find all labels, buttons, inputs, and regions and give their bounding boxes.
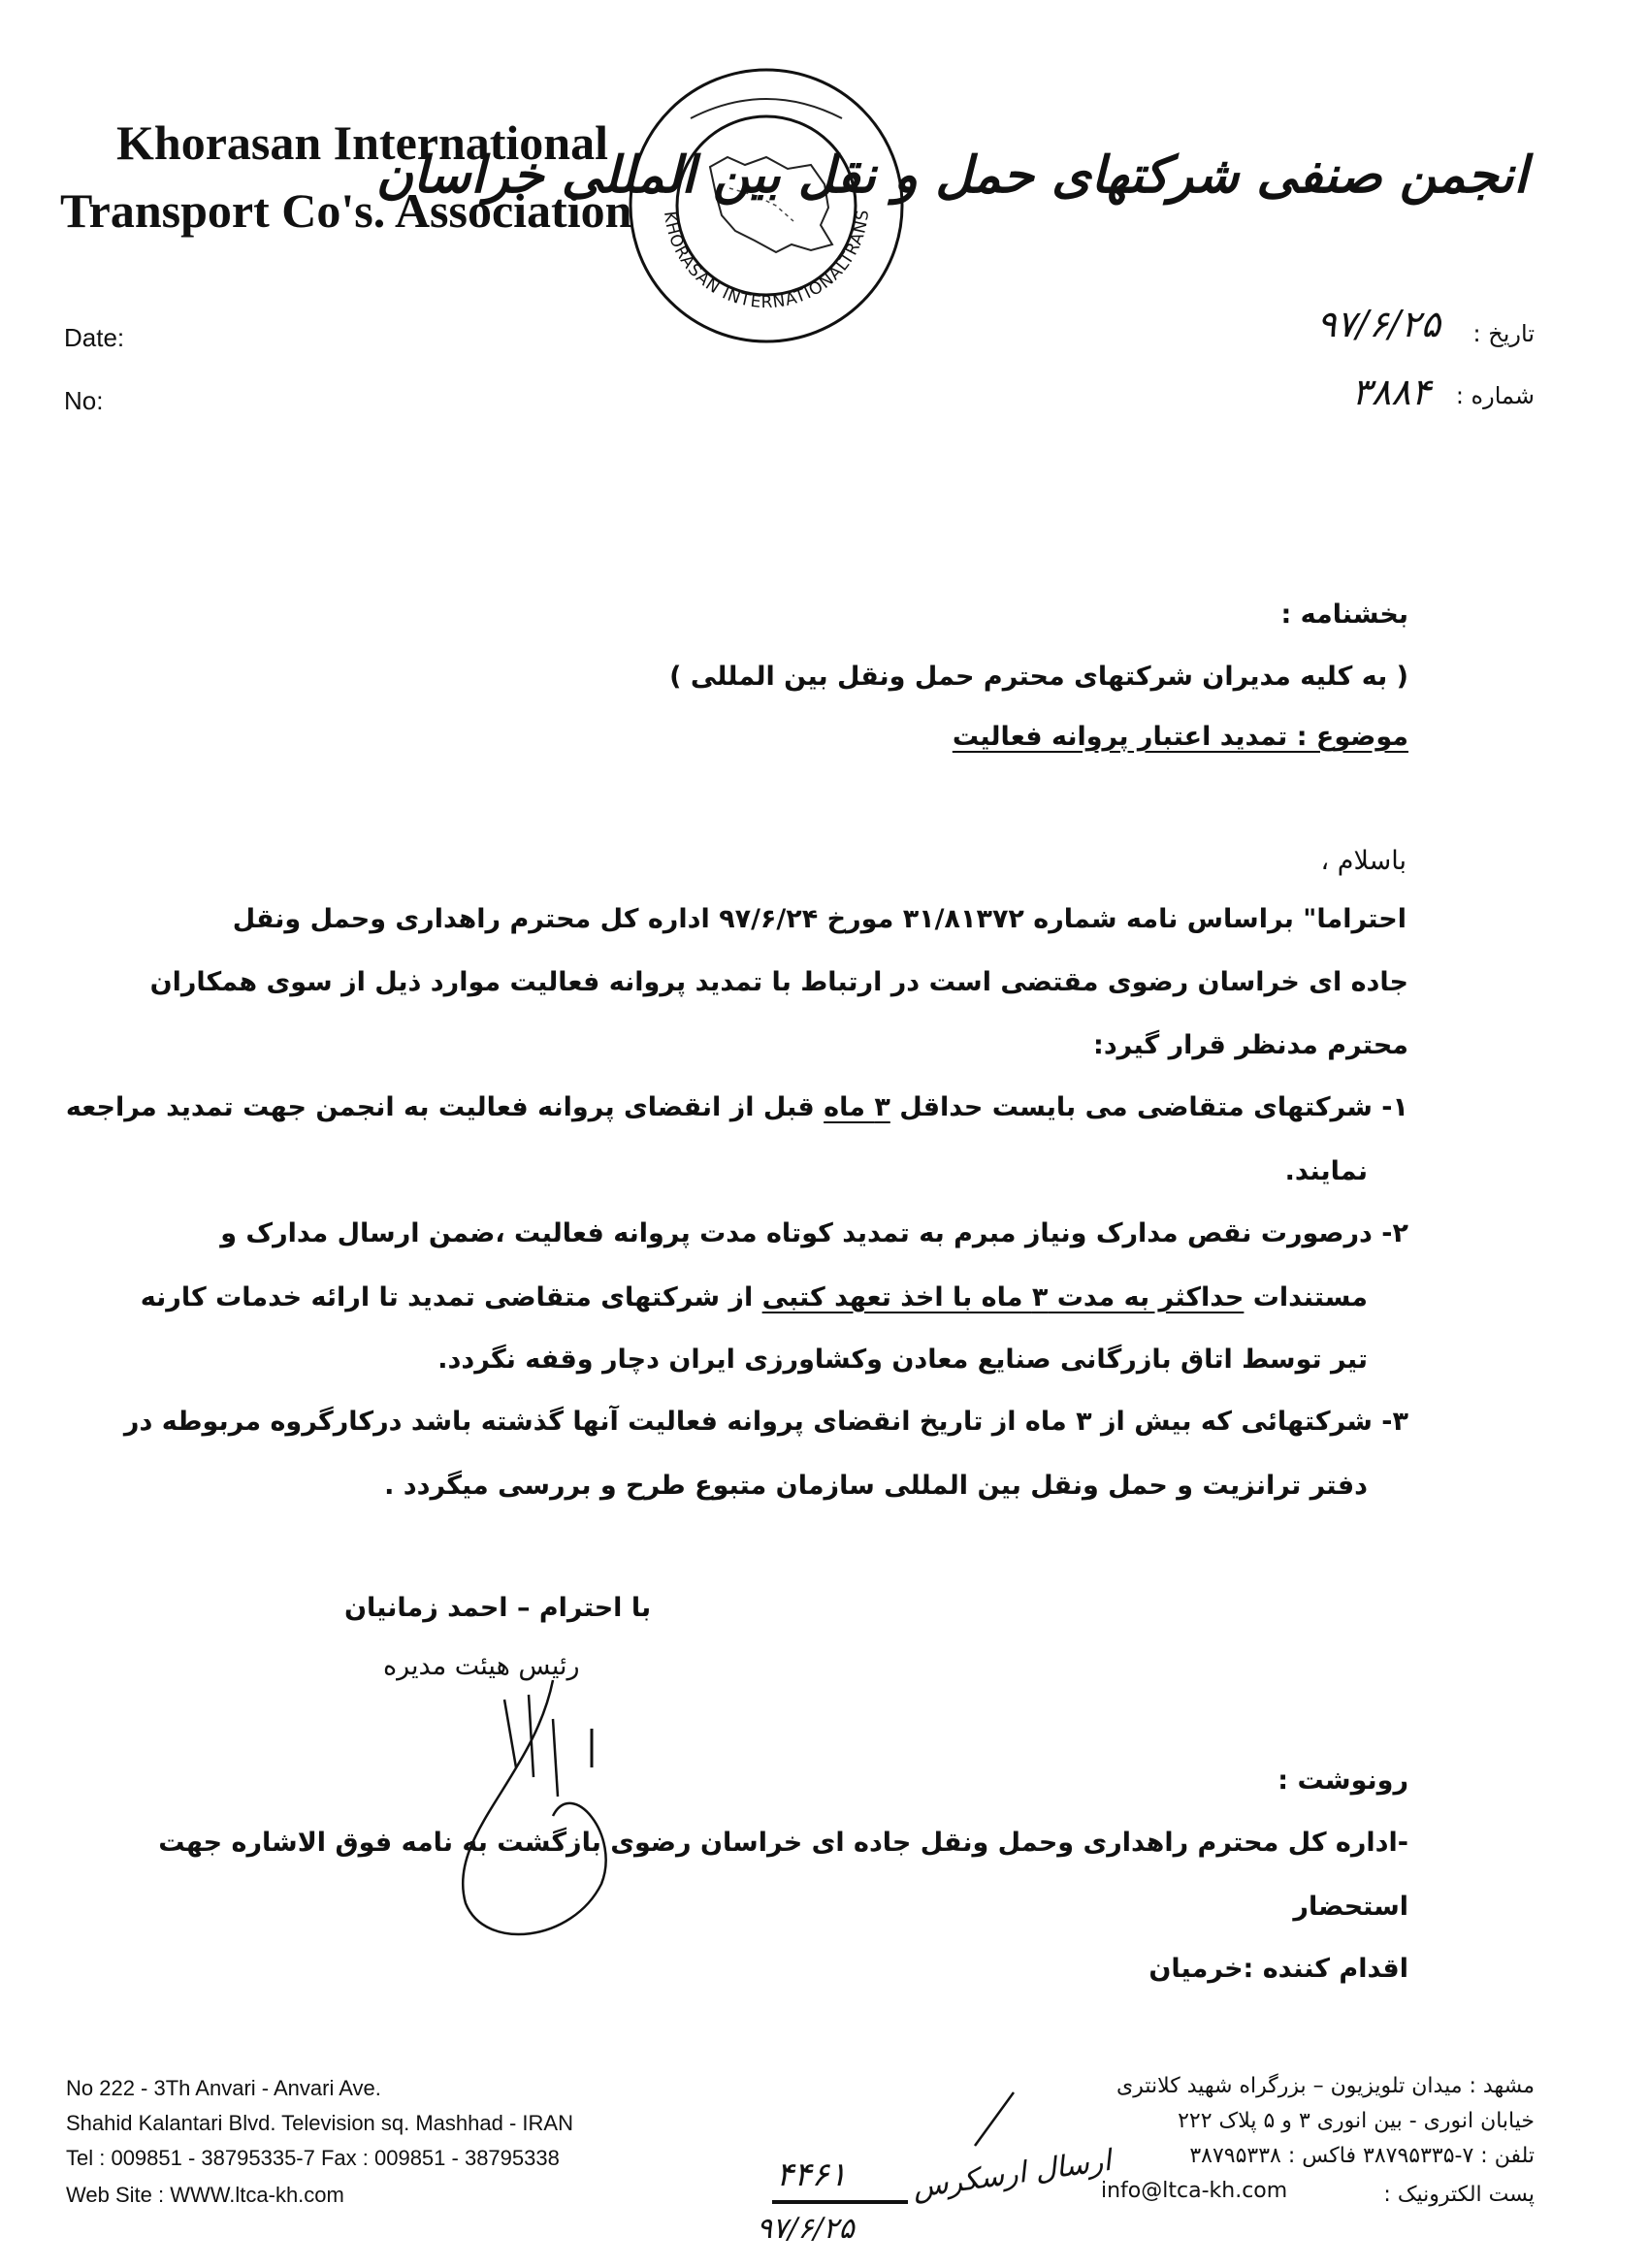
intro-line-3: محترم مدنظر قرار گیرد: bbox=[1093, 1030, 1408, 1060]
item-2-line-1: ۲- درصورت نقص مدارک ونیاز مبرم به تمدید کوتاه مدت پروانه فعالیت ،ضمن ارسال مدارک و bbox=[220, 1218, 1408, 1248]
date-label-en: Date: bbox=[64, 323, 125, 352]
signature-title: رئیس هیئت مدیره bbox=[383, 1651, 580, 1681]
footer-address-en-line1: No 222 - 3Th Anvari - Anvari Ave. bbox=[66, 2076, 381, 2100]
item-1-highlight: ۳ ماه bbox=[824, 1092, 890, 1122]
footer-email: info@ltca-kh.com bbox=[1101, 2179, 1288, 2203]
cc-line-1: -اداره کل محترم راهداری وحمل ونقل جاده ای خراسان رضوی بازگشت به نامه فوق الاشاره جهت bbox=[158, 1828, 1408, 1858]
cc-title: رونوشت : bbox=[1277, 1766, 1408, 1796]
number-value: ۳۸۸۴ bbox=[1351, 371, 1431, 413]
letter-subject: موضوع : تمدید اعتبار پروانه فعالیت bbox=[952, 722, 1408, 752]
seal-text: KHORASAN INTERNATIONALTRANS bbox=[660, 208, 874, 313]
item-3-line-2: دفتر ترانزیت و حمل ونقل بین المللی سازمان متبوع طرح و بررسی میگردد . bbox=[384, 1471, 1368, 1501]
org-name-fa: انجمن صنفی شرکتهای حمل و نقل بین المللی خراسان bbox=[375, 146, 1528, 205]
intro-line-1: احتراما" براساس نامه شماره ۳۱/۸۱۳۷۲ مورخ ۹۷/۶/۲۴ اداره کل محترم راهداری وحمل ونقل bbox=[232, 904, 1406, 934]
date-value: ۹۷/۶/۲۵ bbox=[1316, 303, 1440, 345]
footer-address-fa-line2: خیابان انوری - بین انوری ۳ و ۵ پلاک ۲۲۲ bbox=[1178, 2109, 1535, 2133]
footer-email-label-fa: پست الکترونیک : bbox=[1383, 2183, 1535, 2207]
association-seal-logo bbox=[621, 60, 912, 351]
cc-action-by: اقدام کننده :خرمیان bbox=[1148, 1954, 1408, 1984]
intro-line-2: جاده ای خراسان رضوی مقتضی است در ارتباط با تمدید پروانه فعالیت موارد ذیل از سوی همکاران bbox=[149, 967, 1408, 997]
item-1-line-2: نمایند. bbox=[1284, 1156, 1368, 1186]
org-name-en-line2: Transport Co's. Association bbox=[60, 183, 632, 238]
letter-greeting: باسلام ، bbox=[1320, 846, 1406, 876]
handwritten-signature bbox=[407, 1661, 660, 1952]
item-2-line-3: تیر توسط اتاق بازرگانی صنایع معادن وکشاورزی ایران دچار وقفه نگردد. bbox=[437, 1345, 1368, 1375]
item-1-text-c: قبل از انقضای پروانه فعالیت به انجمن جهت تمدید مراجعه bbox=[65, 1092, 815, 1122]
item-3-line-1: ۳- شرکتهائی که بیش از ۳ ماه از تاریخ انقضای پروانه فعالیت آنها گذشته باشد درکارگروه مربوطه در bbox=[123, 1407, 1408, 1437]
cc-line-2: استحضار bbox=[1293, 1892, 1408, 1922]
signature-name: با احترام – احمد زمانیان bbox=[344, 1593, 652, 1623]
footer-website-en: Web Site : WWW.ltca-kh.com bbox=[66, 2183, 344, 2207]
handwritten-note: ارسال ارسکرس bbox=[910, 2143, 1114, 2206]
item-2-line-2 bbox=[141, 1282, 1368, 1312]
org-name-en-line1: Khorasan International bbox=[116, 115, 609, 170]
footer-phone-fa: تلفن : ۷-۳۸۷۹۵۳۳۵ فاکس : ۳۸۷۹۵۳۳۸ bbox=[1189, 2144, 1535, 2168]
number-label-en: No: bbox=[64, 386, 104, 415]
handwritten-stroke bbox=[955, 2088, 1033, 2155]
handwritten-underline bbox=[772, 2200, 908, 2204]
footer-phone-en: Tel : 009851 - 38795335-7 Fax : 009851 - 38795338 bbox=[66, 2146, 560, 2170]
footer-address-en-line2: Shahid Kalantari Blvd. Television sq. Mashhad - IRAN bbox=[66, 2111, 573, 2135]
item-1-text-a: ۱- شرکتهای متقاضی می بایست حداقل bbox=[899, 1092, 1408, 1122]
number-label-fa: شماره : bbox=[1455, 382, 1535, 409]
item-2-highlight: حداکثر به مدت ۳ ماه با اخذ تعهد کتبی bbox=[761, 1282, 1245, 1312]
item-1-line-1 bbox=[66, 1092, 1408, 1122]
item-2-text-c: از شرکتهای متقاضی تمدید تا ارائه خدمات کارنه bbox=[140, 1282, 754, 1312]
handwritten-registration-number: ۴۴۶۱ bbox=[776, 2155, 848, 2194]
letter-title: بخشنامه : bbox=[1280, 599, 1408, 630]
date-label-fa: تاریخ : bbox=[1472, 320, 1535, 347]
letter-recipient: ( به کلیه مدیران شرکتهای محترم حمل ونقل بین المللی ) bbox=[669, 662, 1408, 692]
footer-address-fa-line1: مشهد : میدان تلویزیون – بزرگراه شهید کلانتری bbox=[1116, 2074, 1535, 2098]
item-2-text-a: مستندات bbox=[1252, 1282, 1368, 1312]
handwritten-registration-date: ۹۷/۶/۲۵ bbox=[757, 2212, 855, 2246]
